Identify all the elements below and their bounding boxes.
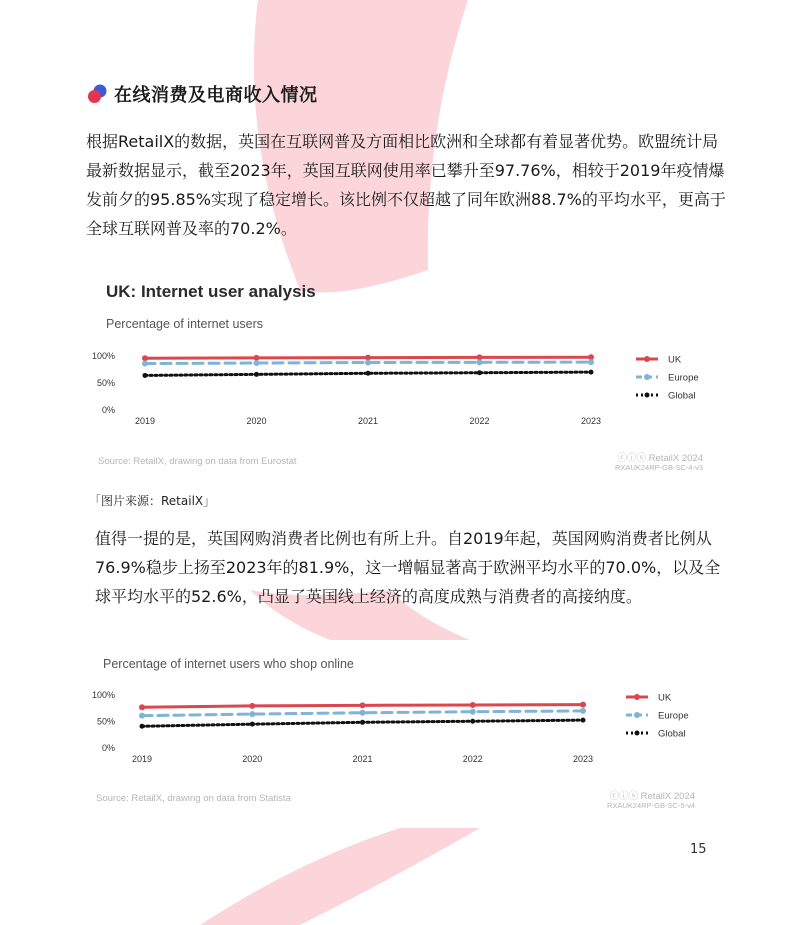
chart2-series-europe-point: [580, 708, 586, 714]
paragraph-internet-usage: 根据RetailX的数据，英国在互联网普及方面相比欧洲和全球都有着显著优势。欧盟统计局最新数据显示，截至2023年，英国互联网使用率已攀升至97.76%，相较于2019年疫情爆发前夕的95.85%实现了稳定增长。该比例不仅超越了同年欧洲88.7%的平均水平，更高于全球互联网普及率的70.2%。: [86, 132, 726, 238]
chart2-brand: [553, 792, 695, 810]
chart2-series-europe-point: [249, 711, 255, 717]
chart1-series-global-point: [366, 371, 371, 376]
chart1-legend-global-marker: [645, 393, 650, 398]
chart1-x-tick: 2023: [580, 416, 602, 426]
chart1-series-uk-point: [142, 355, 148, 361]
chart2-y-tick: 50%: [96, 716, 115, 727]
chart2-x-tick: 2021: [352, 754, 373, 764]
chart1-code: RXAUK24RP-GB-SC-4-v3: [615, 463, 703, 472]
chart1-series-uk-point: [254, 355, 260, 361]
chart-online-shoppers: [80, 683, 720, 768]
chart2-legend-europe-marker: [634, 712, 640, 718]
cc-license-icon: ⓒⓘⓢ: [609, 791, 641, 802]
chart2-series-uk-point: [249, 703, 255, 709]
chart1-series-europe-point: [365, 359, 371, 365]
chart1-x-tick: 2022: [469, 416, 490, 426]
chart1-series-global-point: [477, 370, 482, 375]
chart2-legend-europe-label: Europe: [658, 710, 689, 722]
chart2-x-tick: 2022: [462, 754, 483, 764]
chart2-x-tick: 2023: [572, 754, 594, 764]
chart2-x-tick: 2019: [131, 754, 153, 764]
chart2-legend-global-label: Global: [658, 728, 686, 740]
chart2-series-europe-point: [360, 710, 366, 716]
chart2-series-europe-point: [470, 709, 476, 715]
chart2-legend-uk-marker: [634, 694, 640, 700]
chart2-source: Source: RetailX, drawing on data from Statista: [96, 793, 291, 804]
chart1-legend-europe-label: Europe: [668, 372, 699, 384]
chart2-series-global-point: [581, 718, 586, 723]
chart2-legend-uk-label: UK: [658, 692, 672, 704]
chart1-brand-name: RetailX 2024: [648, 453, 703, 464]
chart2-series-uk-point: [470, 702, 476, 708]
section-heading: [86, 80, 318, 108]
cc-license-icon: ⓒⓘⓢ: [617, 453, 649, 464]
chart2-x-tick: 2020: [242, 754, 263, 764]
chart2-series-global-point: [140, 724, 145, 729]
chart1-legend-global-label: Global: [668, 390, 696, 402]
paragraph-online-shoppers: 值得一提的是，英国网购消费者比例也有所上升。自2019年起，英国网购消费者比例从76.9%稳步上扬至2023年的81.9%，这一增幅显著高于欧洲平均水平的70.0%，以及全球平均水平的52.6%，凸显了英国线上经济的高度成熟与消费者的高接纳度。: [95, 529, 721, 606]
chart1-legend-uk-label: UK: [668, 354, 682, 366]
chart1-series-europe-point: [254, 360, 260, 366]
chart1-series-europe-point: [588, 359, 594, 365]
chart2-series-global-point: [250, 722, 255, 727]
chart1-series-europe-point: [142, 361, 148, 367]
chart1-x-tick: 2019: [134, 416, 156, 426]
chart2-code: RXAUK24RP-GB-SC-5-v4: [607, 801, 695, 810]
chart2-series-europe-point: [139, 713, 145, 719]
chart1-series-global-point: [143, 373, 148, 378]
chart1-series-global-point: [254, 372, 259, 377]
chart2-series-global-point: [360, 720, 365, 725]
section-title: 在线消费及电商收入情况: [114, 85, 318, 106]
chart1-series-global-point: [589, 370, 594, 375]
chart2-series-uk-point: [580, 702, 586, 708]
chart2-series-uk-point: [360, 702, 366, 708]
chart1-x-tick: 2021: [357, 416, 379, 426]
chart2-legend-global-marker: [635, 731, 640, 736]
chart2-series-global-point: [470, 719, 475, 724]
two-circles-logo-icon: [86, 83, 108, 105]
chart-internet-users: [80, 342, 720, 432]
chart2-series-uk-point: [139, 704, 145, 710]
chart1-y-tick: 100%: [91, 351, 115, 361]
image-caption: 「图片来源：RetailX」: [89, 494, 216, 508]
chart1-title: UK: Internet user analysis: [106, 282, 316, 301]
chart2-y-tick: 0%: [101, 743, 115, 753]
chart1-brand: [560, 454, 703, 472]
chart2-brand-name: RetailX 2024: [640, 791, 695, 802]
chart1-x-tick: 2020: [246, 416, 267, 426]
chart2-subtitle: Percentage of internet users who shop online: [103, 657, 354, 671]
chart1-legend-uk-marker: [644, 356, 650, 362]
chart1-series-europe-point: [477, 359, 483, 365]
chart1-y-tick: 50%: [96, 378, 115, 388]
chart1-source: Source: RetailX, drawing on data from Eurostat: [98, 456, 297, 467]
chart1-subtitle: Percentage of internet users: [106, 317, 264, 331]
chart1-y-tick: 0%: [101, 405, 115, 415]
page-number: 15: [690, 842, 707, 857]
chart2-y-tick: 100%: [91, 690, 115, 700]
chart1-legend-europe-marker: [644, 374, 650, 380]
